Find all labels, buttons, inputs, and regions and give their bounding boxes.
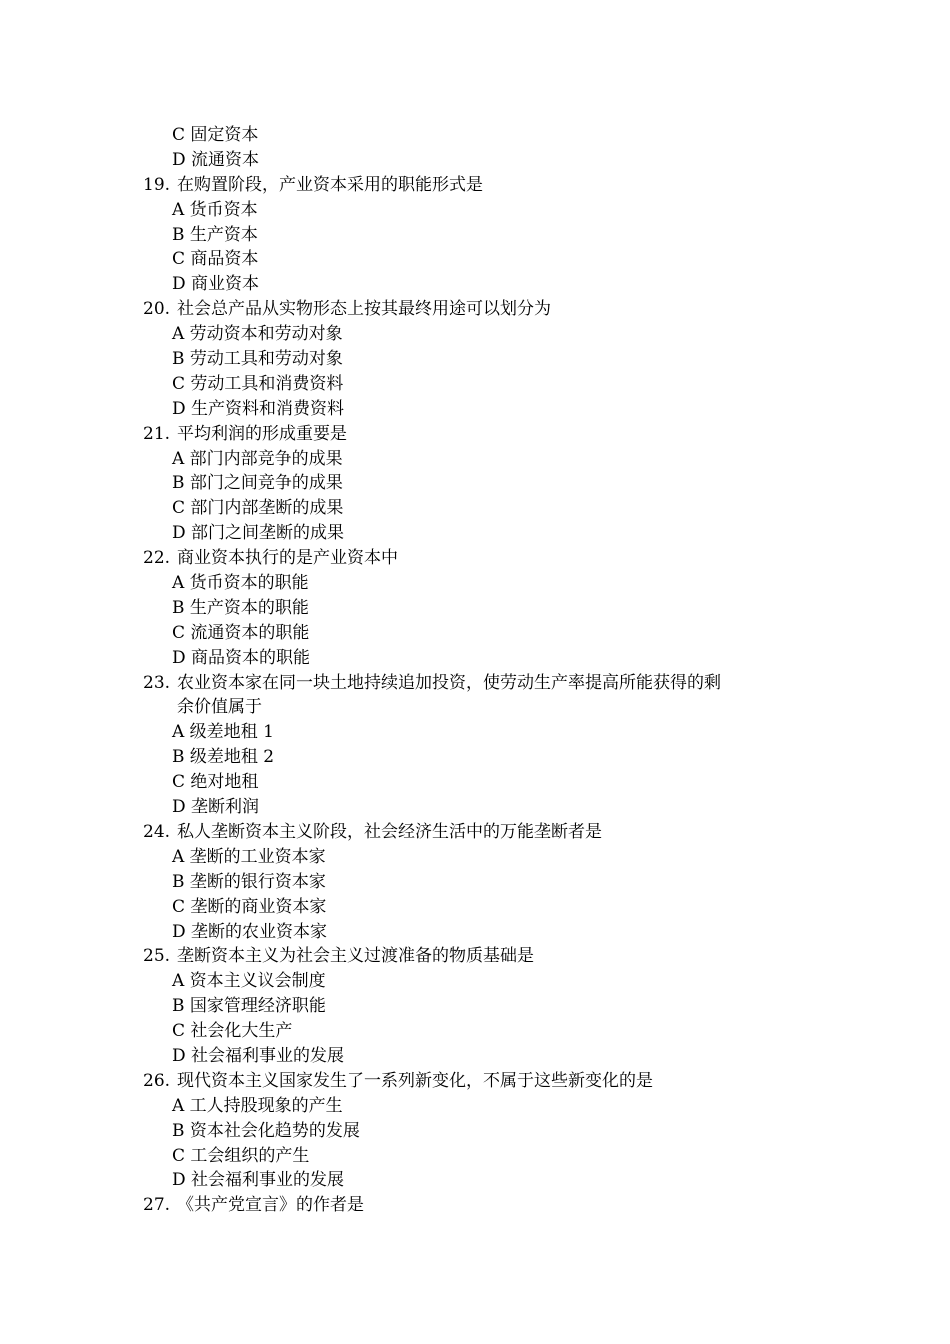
option-line: C 商品资本 bbox=[172, 249, 259, 270]
question-text: 社会总产品从实物形态上按其最终用途可以划分为 bbox=[177, 299, 551, 320]
option-line: D 社会福利事业的发展 bbox=[172, 1170, 345, 1191]
option-line: C 流通资本的职能 bbox=[172, 622, 310, 643]
option-line: B 劳动工具和劳动对象 bbox=[172, 349, 343, 370]
question-number: 25. bbox=[143, 946, 171, 967]
option-line: A 部门内部竞争的成果 bbox=[172, 448, 343, 469]
option-line: A 垄断的工业资本家 bbox=[172, 846, 326, 867]
option-line: D 部门之间垄断的成果 bbox=[172, 523, 345, 544]
question-text: 现代资本主义国家发生了一系列新变化，不属于这些新变化的是 bbox=[177, 1070, 653, 1091]
question-line bbox=[0, 1069, 950, 1094]
question-number: 20. bbox=[143, 299, 171, 320]
option-line: D 生产资料和消费资料 bbox=[172, 398, 345, 419]
question-text: 垄断资本主义为社会主义过渡准备的物质基础是 bbox=[177, 946, 534, 967]
question-text: 私人垄断资本主义阶段，社会经济生活中的万能垄断者是 bbox=[177, 821, 602, 842]
question-number: 19. bbox=[143, 174, 171, 195]
option-line: D 垄断的农业资本家 bbox=[172, 921, 328, 942]
question-number: 22. bbox=[143, 548, 171, 569]
question-number: 26. bbox=[143, 1070, 171, 1091]
question-line bbox=[0, 546, 950, 571]
option-line: A 级差地租 1 bbox=[172, 722, 274, 743]
option-line: C 固定资本 bbox=[172, 125, 259, 145]
option-line: B 级差地租 2 bbox=[172, 747, 275, 768]
option-line: A 劳动资本和劳动对象 bbox=[172, 324, 343, 345]
option-line: B 垄断的银行资本家 bbox=[172, 871, 326, 892]
option-line: D 垄断利润 bbox=[172, 797, 260, 818]
option-line: B 生产资本的职能 bbox=[172, 597, 309, 618]
question-number: 27. bbox=[143, 1195, 171, 1216]
option-line: A 资本主义议会制度 bbox=[172, 971, 326, 992]
question-line bbox=[0, 173, 950, 198]
question-text: 商业资本执行的是产业资本中 bbox=[177, 548, 398, 569]
option-line: B 国家管理经济职能 bbox=[172, 996, 326, 1017]
question-text: 平均利润的形成重要是 bbox=[177, 423, 347, 444]
document-page bbox=[0, 123, 950, 1218]
option-line: D 社会福利事业的发展 bbox=[172, 1045, 345, 1066]
option-line: C 劳动工具和消费资料 bbox=[172, 373, 344, 394]
question-text-continuation: 余价值属于 bbox=[177, 697, 262, 718]
question-line bbox=[0, 422, 950, 447]
option-line: C 垄断的商业资本家 bbox=[172, 896, 327, 917]
question-line bbox=[0, 820, 950, 845]
option-line: D 商业资本 bbox=[172, 274, 260, 295]
question-number: 24. bbox=[143, 821, 171, 842]
question-text: 《共产党宣言》的作者是 bbox=[177, 1195, 364, 1216]
option-line: C 社会化大生产 bbox=[172, 1021, 293, 1042]
option-line: D 商品资本的职能 bbox=[172, 647, 311, 668]
option-line: A 工人持股现象的产生 bbox=[172, 1095, 343, 1116]
option-line: D 流通资本 bbox=[172, 149, 260, 170]
option-line: C 工会组织的产生 bbox=[172, 1145, 310, 1166]
option-line: A 货币资本的职能 bbox=[172, 573, 309, 594]
option-line: A 货币资本 bbox=[172, 199, 258, 220]
question-number: 21. bbox=[143, 423, 171, 444]
option-line: C 部门内部垄断的成果 bbox=[172, 498, 344, 519]
option-line: C 绝对地租 bbox=[172, 772, 259, 793]
option-line: B 生产资本 bbox=[172, 224, 258, 245]
question-text: 在购置阶段，产业资本采用的职能形式是 bbox=[177, 174, 483, 195]
question-line bbox=[0, 297, 950, 322]
question-number: 23. bbox=[143, 672, 171, 693]
question-line bbox=[0, 1193, 950, 1218]
question-line bbox=[0, 671, 950, 696]
option-line: B 资本社会化趋势的发展 bbox=[172, 1120, 360, 1141]
question-line bbox=[0, 944, 950, 969]
question-text: 农业资本家在同一块土地持续追加投资，使劳动生产率提高所能获得的剩 bbox=[177, 672, 721, 693]
option-line: B 部门之间竞争的成果 bbox=[172, 473, 343, 494]
